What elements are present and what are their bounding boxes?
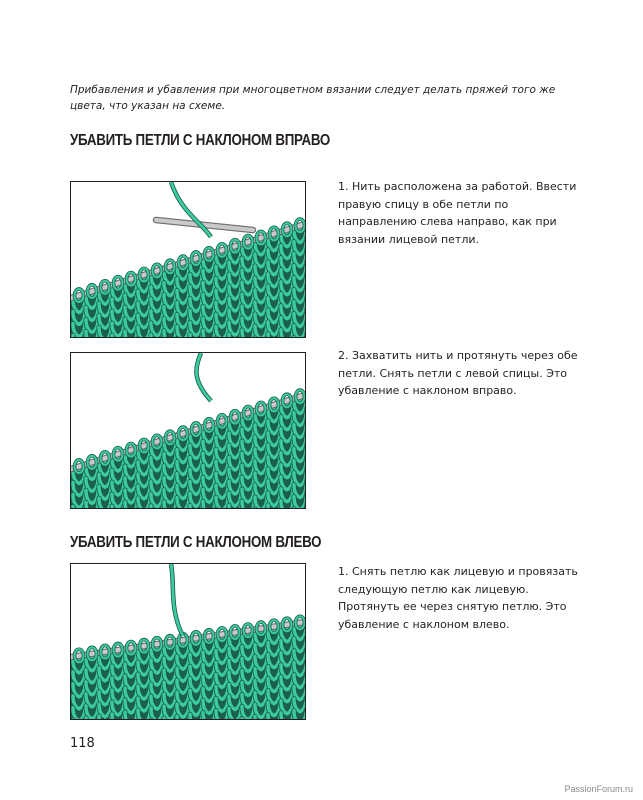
knitting-illustration-icon bbox=[71, 353, 305, 508]
section-heading-left-slant: УБАВИТЬ ПЕТЛИ С НАКЛОНОМ ВЛЕВО bbox=[70, 534, 322, 551]
figure-left-slant-step-1 bbox=[70, 563, 306, 720]
page-number: 118 bbox=[70, 736, 95, 751]
step-text-right-slant-1: 1. Нить расположена за работой. Ввести правую спицу в обе петли по направлению слева направо, как при вязании лицевой петли. bbox=[338, 180, 577, 246]
figure-right-slant-step-1 bbox=[70, 181, 306, 338]
knitting-illustration-icon bbox=[71, 564, 305, 719]
figure-right-slant-step-2 bbox=[70, 352, 306, 509]
step-text-right-slant-2: 2. Захватить нить и протянуть через обе петли. Снять петли с левой спицы. Это убавление с наклоном вправо. bbox=[338, 349, 578, 397]
intro-paragraph: Прибавления и убавления при многоцветном вязании следует делать пряжей того же цвета, что указан на схеме. bbox=[70, 84, 556, 112]
step-text-left-slant-1: 1. Снять петлю как лицевую и провязать следующую петлю как лицевую. Протянуть ее через снятую петлю. Это убавление с наклоном влево. bbox=[338, 565, 578, 631]
watermark: PassionForum.ru bbox=[564, 784, 633, 794]
knitting-illustration-icon bbox=[71, 182, 305, 337]
section-heading-right-slant: УБАВИТЬ ПЕТЛИ С НАКЛОНОМ ВПРАВО bbox=[70, 132, 331, 149]
